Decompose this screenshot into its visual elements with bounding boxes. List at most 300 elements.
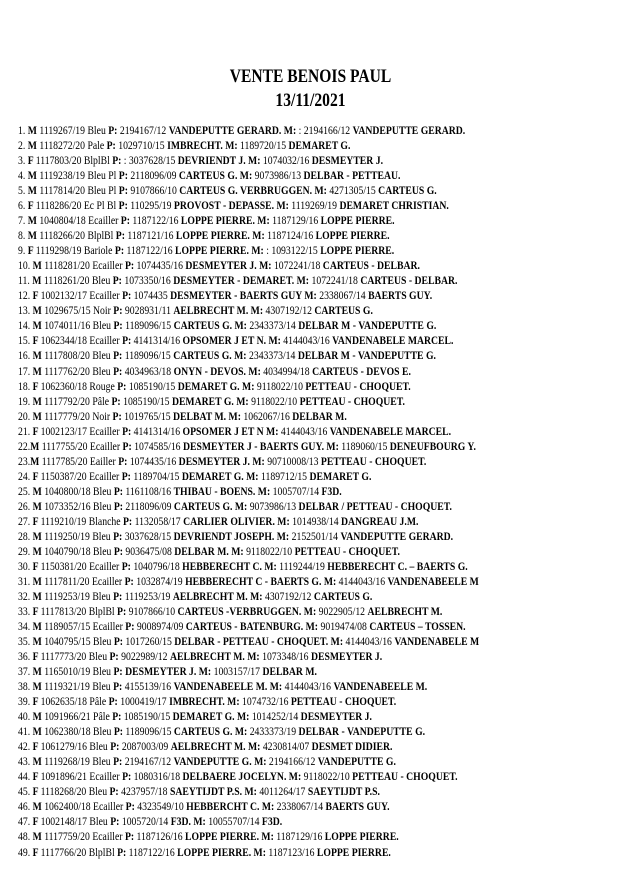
- entry-bold-text: M: [32, 260, 45, 273]
- entry-bold-text: CARLIER OLIVIER. M:: [183, 515, 293, 528]
- entry-text: 1118261/20 Bleu: [43, 275, 113, 288]
- list-item: [18, 575, 534, 590]
- list-item: [18, 740, 534, 755]
- entry-bold-text: P:: [118, 185, 131, 198]
- entry-bold-text: P:: [113, 500, 126, 513]
- list-item: [18, 485, 534, 500]
- entry-bold-text: DELBAR M.: [262, 666, 317, 679]
- entry-text: 12.: [18, 290, 33, 303]
- entry-bold-text: IMBRECHT. M:: [167, 140, 241, 153]
- entry-bold-text: DANGREAU J.M.: [340, 515, 419, 528]
- entry-bold-text: P:: [110, 816, 122, 829]
- entry-text: 42.: [18, 741, 33, 754]
- document-date: 13/11/2021: [275, 90, 346, 111]
- list-item: [18, 199, 534, 214]
- entry-bold-text: DEMARET G. M:: [177, 380, 257, 393]
- list-item: [18, 334, 534, 349]
- entry-bold-text: M: [32, 305, 45, 318]
- entry-text: 2087003/09: [121, 741, 171, 754]
- entry-text: 2118096/09: [125, 500, 174, 513]
- entry-bold-text: P:: [110, 741, 122, 754]
- entry-bold-text: AELBRECHT M. M:: [172, 590, 265, 603]
- entry-text: 1000419/17: [120, 696, 170, 709]
- entry-text: 3037628/15: [124, 530, 174, 543]
- list-item: [18, 455, 534, 470]
- entry-bold-text: CARTEUS - DELBAR.: [360, 275, 458, 288]
- entry-bold-text: P:: [125, 621, 137, 634]
- entry-bold-text: P:: [112, 155, 124, 168]
- list-item: [18, 846, 534, 861]
- list-item: [18, 800, 534, 815]
- entry-text: : 3037628/15: [123, 155, 178, 168]
- entry-text: 1189096/15: [125, 320, 174, 333]
- list-item: [18, 274, 534, 289]
- entry-text: 1019765/15: [124, 410, 174, 423]
- entry-text: 1189712/15: [260, 470, 310, 483]
- entry-bold-text: P:: [124, 575, 137, 588]
- list-item: [18, 530, 534, 545]
- entry-text: 1119253/19: [124, 590, 173, 603]
- entry-text: 1085190/15: [128, 380, 178, 393]
- entry-text: 9118022/10: [251, 395, 300, 408]
- entry-bold-text: M: [27, 230, 40, 243]
- entry-text: 1062067/16: [243, 410, 293, 423]
- entry-text: 4144043/16: [338, 575, 388, 588]
- list-item: [18, 139, 534, 154]
- entry-bold-text: VANDEPUTTE G. M:: [173, 756, 269, 769]
- entry-text: 9118022/10: [246, 545, 295, 558]
- entry-bold-text: M: [32, 410, 45, 423]
- entry-text: 4141314/16: [133, 335, 183, 348]
- list-item: [18, 785, 534, 800]
- entry-bold-text: LOPPE PIERRE. M:: [174, 245, 267, 258]
- entry-text: 2433373/19: [249, 726, 299, 739]
- entry-text: 4144043/16: [280, 425, 330, 438]
- entry-text: 46.: [18, 801, 33, 814]
- entry-bold-text: LOPPE PIERRE.: [315, 230, 390, 243]
- entry-bold-text: CARTEUS - DEVOS E.: [312, 365, 411, 378]
- entry-bold-text: CARTEUS G. VERBRUGGEN. M:: [179, 185, 330, 198]
- entry-text: 2.: [18, 140, 28, 153]
- list-item: [18, 425, 534, 440]
- entry-bold-text: P:: [113, 305, 125, 318]
- entry-text: 41.: [18, 726, 33, 739]
- entry-text: 1150387/20 Ecailler: [40, 470, 122, 483]
- entry-bold-text: P:: [112, 410, 125, 423]
- entry-bold-text: DESMEYTER - DEMARET. M:: [173, 275, 312, 288]
- list-item: [18, 365, 534, 380]
- list-item: [18, 304, 534, 319]
- entry-bold-text: F: [32, 290, 41, 303]
- entry-bold-text: CARTEUS G.: [378, 185, 437, 198]
- entry-bold-text: DELBAR / PETTEAU - CHOQUET.: [298, 500, 452, 513]
- entry-bold-text: F: [32, 380, 41, 393]
- list-item: [18, 590, 534, 605]
- entry-bold-text: PETTEAU - CHOQUET.: [320, 455, 427, 468]
- entry-bold-text: ONYN - DEVOS. M:: [173, 365, 264, 378]
- entry-text: 1072241/18: [273, 260, 323, 273]
- entry-text: 1002123/17 Ecailler: [40, 425, 123, 438]
- entry-bold-text: M: [32, 275, 44, 288]
- entry-text: 1117779/20 Noir: [44, 410, 113, 423]
- list-item: [18, 635, 534, 650]
- entry-text: 10.: [18, 260, 33, 273]
- entry-bold-text: P:: [124, 260, 137, 273]
- entry-text: 1119210/19 Blanche: [40, 515, 123, 528]
- entry-text: 1117792/20 Pâle: [44, 395, 112, 408]
- entry-bold-text: CARTEUS -VERBRUGGEN. M:: [177, 606, 319, 618]
- entry-bold-text: DELBAT M. M:: [173, 410, 244, 423]
- entry-bold-text: AELBRECHT M. M:: [173, 305, 266, 318]
- entry-bold-text: M: [32, 831, 45, 844]
- entry-text: 1189704/15: [133, 470, 182, 483]
- list-item: [18, 680, 534, 695]
- entry-bold-text: VANDENABEELE M. M:: [173, 681, 285, 694]
- entry-text: 37.: [18, 666, 33, 679]
- entry-bold-text: M: [32, 666, 45, 679]
- entry-text: 4144043/16: [283, 335, 333, 348]
- entry-bold-text: CARTEUS - DELBAR.: [322, 260, 420, 273]
- entry-bold-text: P:: [113, 756, 125, 769]
- entry-text: 1029675/15 Noir: [44, 305, 114, 318]
- entry-bold-text: DEMARET CHRISTIAN.: [339, 200, 449, 213]
- entry-bold-text: PETTEAU - CHOQUET.: [305, 380, 411, 393]
- entry-text: 4034994/18: [263, 365, 313, 378]
- entry-bold-text: F: [32, 425, 41, 438]
- list-item: [18, 770, 534, 785]
- entry-text: 34.: [18, 621, 33, 634]
- entry-text: 7.: [18, 215, 28, 228]
- entry-bold-text: F: [32, 560, 41, 573]
- entry-text: 1040796/18: [133, 560, 183, 573]
- entry-text: 38.: [18, 681, 33, 694]
- entry-bold-text: F3D. M:: [170, 816, 209, 829]
- entry-bold-text: P:: [113, 666, 126, 679]
- list-item: [18, 349, 534, 364]
- list-item: [18, 515, 534, 530]
- entry-bold-text: F: [27, 245, 36, 258]
- entry-bold-text: P:: [109, 786, 122, 799]
- entry-text: 1187122/16: [132, 215, 181, 228]
- entry-text: 24.: [18, 470, 33, 483]
- entry-bold-text: F: [32, 651, 41, 664]
- entry-text: BlplBl: [88, 846, 118, 859]
- entry-text: 2194167/12: [124, 756, 174, 769]
- entry-bold-text: HEBBERECHT C. – BAERTS G.: [327, 560, 468, 573]
- entry-text: 1187124/16: [267, 230, 316, 243]
- entry-bold-text: HEBBERECHT C. M:: [182, 560, 280, 573]
- entry-bold-text: M: [27, 215, 40, 228]
- entry-text: 1117808/20 Bleu: [44, 350, 114, 363]
- entry-bold-text: VANDENABELE MARCEL.: [332, 335, 454, 348]
- entry-text: 1074032/16: [262, 155, 312, 168]
- entry-text: 11.: [18, 275, 33, 288]
- entry-text: 1073352/16 Bleu: [44, 500, 114, 513]
- entry-text: 1118266/20 BlplBl: [39, 230, 116, 243]
- entry-text: 1085190/15: [123, 395, 172, 408]
- list-item: [18, 229, 534, 244]
- entry-text: 3.: [18, 155, 28, 168]
- entry-bold-text: DEMARET G. M:: [172, 711, 252, 724]
- entry-text: 16.: [18, 350, 33, 363]
- entry-text: 1117773/20 Bleu: [40, 651, 110, 664]
- entry-bold-text: M: [30, 440, 42, 453]
- entry-bold-text: VANDENABEELE M: [387, 575, 479, 588]
- entry-bold-text: M: [32, 530, 45, 543]
- entry-text: 1117813/20 BlplBl: [40, 606, 118, 618]
- entry-bold-text: DELBAR M - VANDEPUTTE G.: [298, 320, 437, 333]
- entry-bold-text: CARTEUS G. M:: [173, 726, 250, 739]
- entry-bold-text: DELBAR - PETTEAU - CHOQUET. M:: [174, 636, 346, 649]
- entry-bold-text: P:: [113, 726, 126, 739]
- entry-text: 1040804/18 Ecailler: [39, 215, 121, 228]
- entry-bold-text: DESMET DIDIER.: [311, 741, 393, 754]
- entry-bold-text: M: [27, 185, 40, 198]
- entry-bold-text: VANDENABELE M: [394, 636, 480, 649]
- entry-text: 10055707/14: [208, 816, 262, 829]
- entry-text: 1072241/18: [311, 275, 361, 288]
- entry-bold-text: P:: [125, 801, 138, 814]
- list-item: [18, 184, 534, 199]
- entry-text: 17.: [18, 365, 33, 378]
- entry-text: 8.: [18, 230, 28, 243]
- entry-text: 20.: [18, 410, 33, 423]
- entry-text: 1117814/20 Bleu Pl: [39, 185, 119, 198]
- entry-bold-text: P:: [121, 560, 134, 573]
- entry-text: 39.: [18, 696, 33, 709]
- entry-bold-text: BAERTS GUY.: [368, 290, 433, 303]
- entry-text: 1189096/15: [125, 726, 174, 739]
- entry-bold-text: M: [32, 545, 45, 558]
- list-item: [18, 605, 534, 620]
- entry-text: 45.: [18, 786, 33, 799]
- list-item: [18, 440, 534, 455]
- list-item: [18, 214, 534, 229]
- entry-bold-text: CARTEUS G. M:: [173, 500, 250, 513]
- entry-bold-text: DESMEYTER J - BAERTS GUY. M:: [182, 440, 342, 453]
- entry-bold-text: DESMEYTER - BAERTS GUY M:: [170, 290, 320, 303]
- entry-bold-text: PETTEAU - CHOQUET.: [352, 771, 458, 784]
- entry-text: 1014252/14: [251, 711, 301, 724]
- entry-bold-text: M: [27, 125, 40, 137]
- entry-bold-text: F3D.: [261, 816, 283, 829]
- entry-text: 25.: [18, 485, 33, 498]
- entry-text: 1119267/19 Bleu: [39, 125, 109, 137]
- entry-bold-text: DELBAR M. M:: [174, 545, 247, 558]
- entry-text: 32.: [18, 590, 33, 603]
- entry-bold-text: M: [32, 500, 45, 513]
- entry-text: 47.: [18, 816, 33, 829]
- entry-text: 1040790/18 Bleu: [44, 545, 114, 558]
- entry-bold-text: M: [32, 636, 45, 649]
- entry-bold-text: PETTEAU - CHOQUET.: [299, 395, 405, 408]
- entry-bold-text: DEMARET G.: [288, 140, 351, 153]
- entry-bold-text: P:: [118, 200, 131, 213]
- entry-bold-text: BAERTS GUY.: [325, 801, 390, 814]
- entry-text: 1187129/16: [272, 215, 321, 228]
- entry-text: 27.: [18, 515, 33, 528]
- entry-text: 9107866/10: [130, 185, 180, 198]
- entry-text: 1074585/16: [134, 440, 183, 453]
- entry-bold-text: P:: [111, 395, 124, 408]
- entry-text: 6.: [18, 200, 28, 213]
- entry-bold-text: M: [32, 485, 45, 498]
- entry-bold-text: LOPPE PIERRE. M:: [180, 215, 273, 228]
- entry-text: 1117766/20: [40, 846, 89, 859]
- entry-text: 43.: [18, 756, 33, 769]
- entry-bold-text: DEVRIENDT J. M:: [177, 155, 263, 168]
- entry-text: 23.: [18, 455, 31, 468]
- list-item: [18, 410, 534, 425]
- entry-text: 1003157/17: [213, 666, 263, 679]
- entry-bold-text: CARTEUS - BATENBURG. M:: [185, 621, 321, 634]
- entry-text: 1187123/16: [268, 846, 317, 859]
- entry-bold-text: F: [32, 846, 41, 859]
- entry-text: 1132058/17: [134, 515, 184, 528]
- entry-text: 1062635/18 Pâle: [40, 696, 109, 709]
- entry-text: 1119268/19 Bleu: [44, 756, 114, 769]
- entry-text: 1002148/17 Bleu: [40, 816, 111, 829]
- entry-text: 9008974/09: [136, 621, 186, 634]
- entry-text: 1073350/16: [124, 275, 174, 288]
- entry-bold-text: DELBAR M.: [292, 410, 347, 423]
- list-item: [18, 244, 534, 259]
- entry-bold-text: LOPPE PIERRE.: [320, 245, 395, 258]
- entry-bold-text: AELBRECHT M. M:: [169, 651, 263, 664]
- entry-bold-text: P:: [113, 365, 125, 378]
- entry-text: 1074435/16: [136, 260, 186, 273]
- list-item: [18, 124, 534, 139]
- entry-bold-text: P:: [113, 320, 126, 333]
- entry-bold-text: LOPPE PIERRE.: [320, 215, 395, 228]
- entry-text: 9022989/12: [121, 651, 170, 664]
- entry-bold-text: M: [27, 170, 40, 183]
- entry-bold-text: PETTEAU - CHOQUET.: [290, 696, 397, 709]
- entry-text: 1061279/16 Bleu: [40, 741, 111, 754]
- entry-text: 1040795/15 Bleu: [44, 636, 114, 649]
- entry-bold-text: VANDEPUTTE GERARD.: [352, 125, 466, 137]
- list-item: [18, 259, 534, 274]
- entry-text: 1029710/15: [118, 140, 168, 153]
- entry-bold-text: F: [32, 786, 41, 799]
- entry-text: 4144043/16: [284, 681, 334, 694]
- entry-text: 4.: [18, 170, 28, 183]
- entry-bold-text: DESMEYTER J.: [310, 651, 383, 664]
- entry-bold-text: CARTEUS G. M:: [173, 320, 250, 333]
- entry-text: 28.: [18, 530, 33, 543]
- list-item: [18, 169, 534, 184]
- entry-text: 9073986/13: [254, 170, 304, 183]
- entry-text: 31.: [18, 575, 33, 588]
- entry-text: 2343373/14: [248, 350, 298, 363]
- entry-text: 9.: [18, 245, 28, 258]
- entry-bold-text: F: [27, 200, 36, 213]
- entry-text: 1118281/20 Ecailler: [44, 260, 125, 273]
- entry-bold-text: P:: [113, 350, 125, 363]
- entry-text: 1119298/19 Bariole: [35, 245, 115, 258]
- entry-bold-text: DESMEYTER J. M:: [178, 455, 268, 468]
- list-item: [18, 710, 534, 725]
- entry-bold-text: P:: [108, 125, 120, 137]
- entry-bold-text: CARTEUS G.: [313, 590, 373, 603]
- list-item: [18, 755, 534, 770]
- entry-text: 1117755/20 Ecailler: [41, 440, 123, 453]
- entry-bold-text: P:: [117, 846, 129, 859]
- entry-bold-text: VANDEPUTTE GERARD. M:: [168, 125, 299, 137]
- entry-text: 1074435: [133, 290, 171, 303]
- entry-bold-text: P:: [122, 440, 135, 453]
- entry-bold-text: P:: [118, 170, 131, 183]
- entry-bold-text: M: [30, 455, 42, 468]
- list-item: [18, 545, 534, 560]
- entry-text: 30.: [18, 560, 33, 573]
- entry-bold-text: DESMEYTER J. M:: [125, 666, 214, 679]
- entry-bold-text: DESMEYTER J.: [311, 155, 384, 168]
- entry-text: 44.: [18, 771, 33, 784]
- entry-text: 26.: [18, 500, 33, 513]
- entry-bold-text: P:: [114, 245, 127, 258]
- entry-text: 9028931/11: [124, 305, 174, 318]
- entry-bold-text: P:: [109, 651, 122, 664]
- list-item: [18, 395, 534, 410]
- entry-text: 1119269/19: [291, 200, 340, 213]
- entry-bold-text: P:: [112, 275, 125, 288]
- entry-bold-text: P:: [121, 470, 134, 483]
- entry-bold-text: VANDENABELE MARCEL.: [329, 425, 452, 438]
- list-item: [18, 650, 534, 665]
- entry-text: 4155139/16: [124, 681, 174, 694]
- entry-bold-text: M: [32, 590, 45, 603]
- entry-text: 1040800/18 Bleu: [44, 485, 114, 498]
- entry-text: 18.: [18, 380, 33, 393]
- list-item: [18, 695, 534, 710]
- entry-bold-text: CARTEUS G. M:: [173, 350, 249, 363]
- entry-bold-text: HEBBERECHT C - BAERTS G. M:: [185, 575, 339, 588]
- entry-text: 1187126/16: [136, 831, 186, 844]
- entry-bold-text: M: [27, 140, 40, 153]
- entry-bold-text: DEMARET G.: [309, 470, 372, 483]
- entry-bold-text: DELBAR M - VANDEPUTTE G.: [297, 350, 436, 363]
- entry-bold-text: P:: [117, 606, 129, 618]
- entry-text: 1085190/15: [123, 711, 173, 724]
- entry-bold-text: DEMARET G. M:: [171, 395, 252, 408]
- entry-text: 4307192/12: [264, 590, 314, 603]
- entry-bold-text: P:: [113, 530, 125, 543]
- entry-bold-text: DESMEYTER J. M:: [185, 260, 274, 273]
- entry-text: 110295/19: [130, 200, 174, 213]
- entry-text: 1117759/20 Ecailler: [44, 831, 125, 844]
- entry-text: 9118022/10: [303, 771, 353, 784]
- entry-text: 1119321/19 Bleu: [44, 681, 114, 694]
- entry-text: 1165010/19 Bleu: [44, 666, 114, 679]
- entry-text: 33.: [18, 606, 33, 618]
- entry-text: 2118096/09: [130, 170, 179, 183]
- entry-text: 13.: [18, 305, 33, 318]
- entry-text: 1005707/14: [272, 485, 322, 498]
- entry-bold-text: F: [32, 816, 41, 829]
- entry-text: 9118022/10: [256, 380, 306, 393]
- entry-bold-text: F3D.: [321, 485, 342, 498]
- entry-bold-text: SAEYTIJDT P.S.: [307, 786, 380, 799]
- entry-bold-text: M: [32, 365, 45, 378]
- entry-text: 4034963/18: [124, 365, 174, 378]
- entry-bold-text: PROVOST - DEPASSE. M:: [173, 200, 292, 213]
- entry-bold-text: VANDEPUTTE G.: [317, 756, 396, 769]
- entry-bold-text: CARTEUS – TOSSEN.: [369, 621, 466, 634]
- entry-bold-text: P:: [113, 681, 125, 694]
- entry-text: 1187122/16: [126, 245, 175, 258]
- entry-bold-text: DESMEYTER J.: [300, 711, 372, 724]
